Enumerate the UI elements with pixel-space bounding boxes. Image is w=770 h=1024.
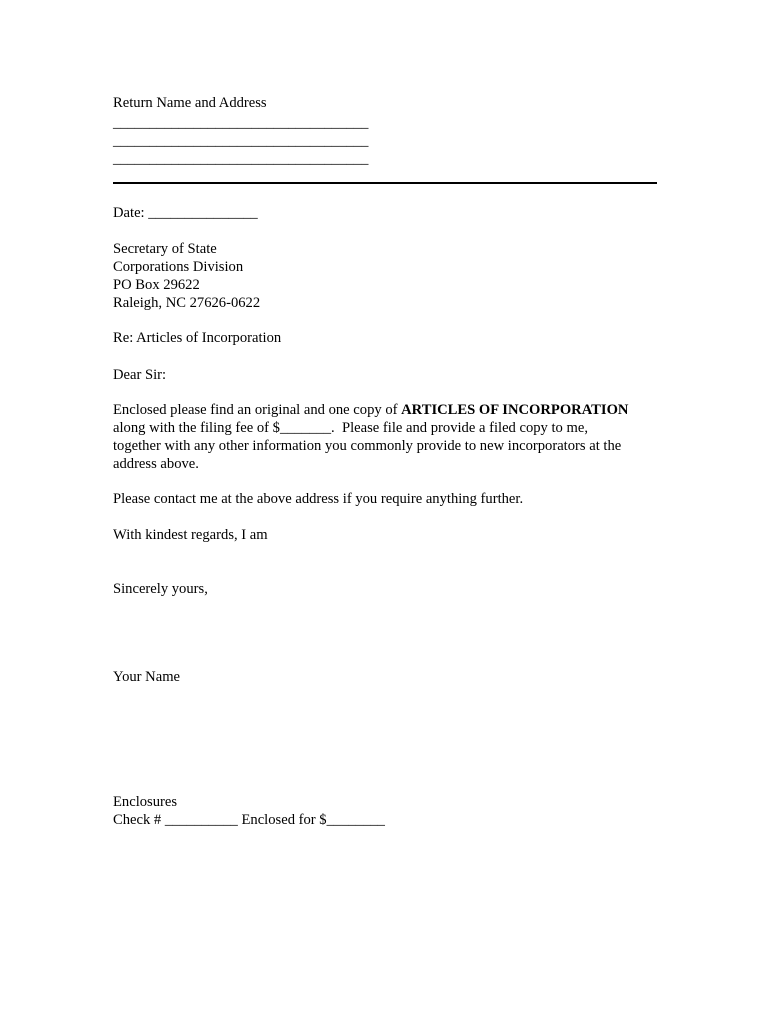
recipient-line-3: PO Box 29622 (113, 277, 200, 293)
body-paragraph-3: With kindest regards, I am (113, 527, 268, 543)
body-paragraph-1-line-2: along with the filing fee of $_______. Please file and provide a filed copy to me, (113, 420, 588, 436)
return-address-heading: Return Name and Address (113, 95, 267, 111)
recipient-line-4: Raleigh, NC 27626-0622 (113, 295, 261, 311)
return-address-blank-1: ___________________________________ (113, 115, 369, 131)
signature-name: Your Name (113, 669, 181, 685)
body-paragraph-1-line-3: together with any other information you commonly provide to new incorporators at the (113, 438, 622, 454)
recipient-line-1: Secretary of State (113, 241, 217, 257)
body-paragraph-1-line-1 (113, 401, 628, 419)
subject-line: Re: Articles of Incorporation (113, 330, 282, 346)
check-line: Check # __________ Enclosed for $________ (113, 812, 385, 828)
salutation: Dear Sir: (113, 367, 167, 383)
return-address-blank-2: ___________________________________ (113, 133, 369, 149)
body-text: Enclosed please find an original and one copy of (113, 402, 402, 418)
articles-title-bold: ARTICLES OF INCORPORATION (401, 402, 629, 418)
return-address-blank-3: ___________________________________ (113, 151, 369, 167)
closing: Sincerely yours, (113, 581, 208, 597)
body-paragraph-1-line-4: address above. (113, 456, 199, 472)
enclosures-label: Enclosures (113, 794, 178, 810)
date-line: Date: _______________ (113, 205, 258, 221)
recipient-line-2: Corporations Division (113, 259, 244, 275)
header-divider (113, 182, 657, 184)
body-paragraph-2: Please contact me at the above address if you require anything further. (113, 491, 524, 507)
